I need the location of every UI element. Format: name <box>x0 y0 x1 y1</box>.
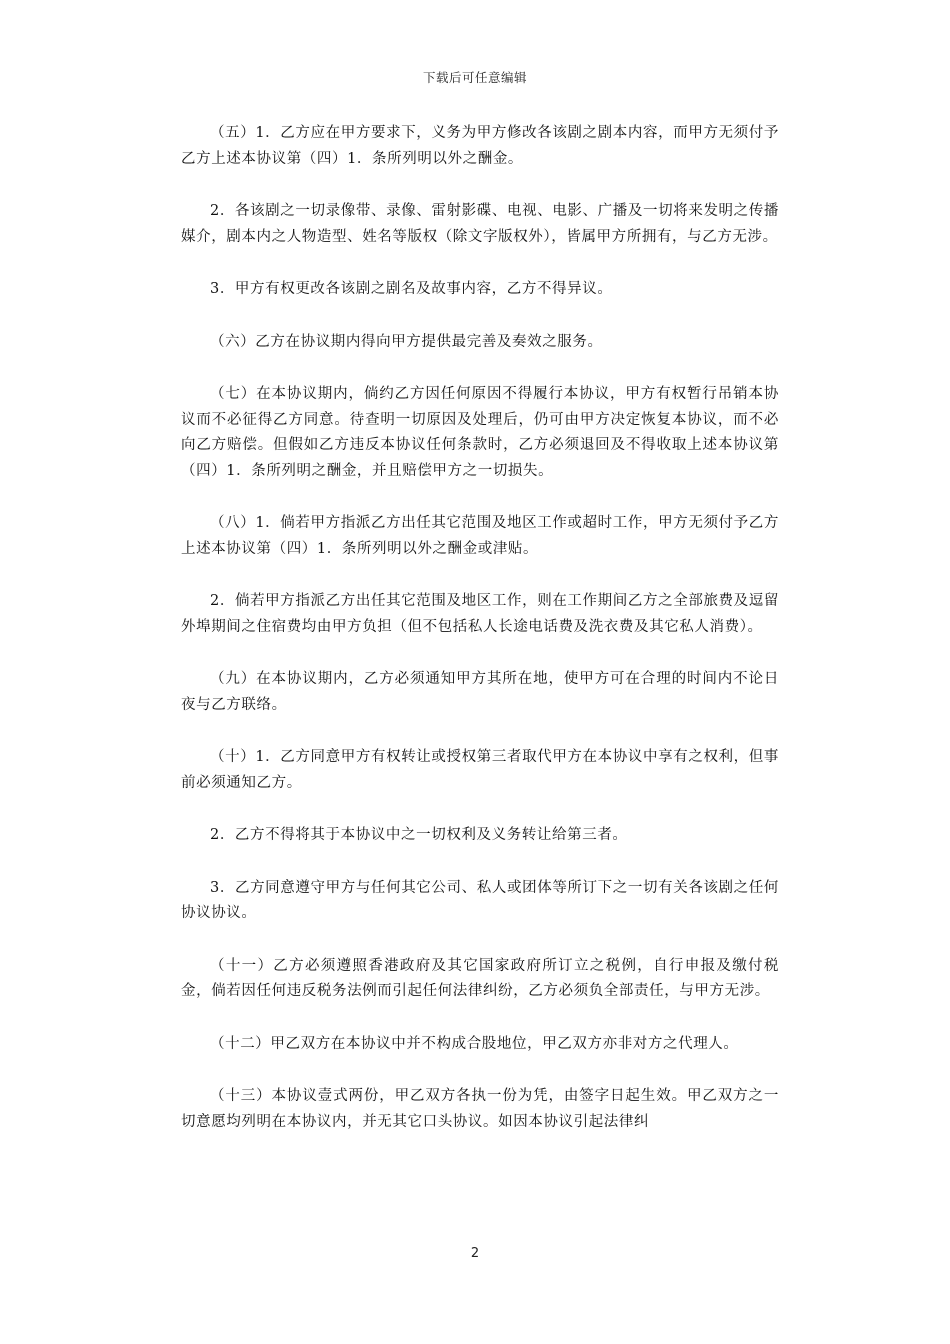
document-body <box>181 121 779 1162</box>
page-header: 下载后可任意编辑 <box>422 70 527 85</box>
clause-paragraph: （十一）乙方必须遵照香港政府及其它国家政府所订立之税例，自行申报及缴付税金，倘若因任何违反税务法例而引起任何法律纠纷，乙方必须负全部责任，与甲方无涉。 <box>181 957 779 999</box>
clause-paragraph: 3．乙方同意遵守甲方与任何其它公司、私人或团体等所订下之一切有关各该剧之任何协议协议。 <box>181 879 779 921</box>
clause-paragraph: 2．乙方不得将其于本协议中之一切权利及义务转让给第三者。 <box>210 827 628 843</box>
clause-paragraph: （七）在本协议期内，倘约乙方因任何原因不得履行本协议，甲方有权暂行吊销本协议而不必征得乙方同意。待查明一切原因及处理后，仍可由甲方决定恢复本协议，而不必向乙方赔偿。但假如乙方违反本协议任何条款时，乙方必须退回及不得收取上述本协议第（四）1．条所列明之酬金，并且赔偿甲方之一切损失。 <box>181 386 779 479</box>
clause-paragraph: 2．倘若甲方指派乙方出任其它范围及地区工作，则在工作期间乙方之全部旅费及逗留外埠期间之住宿费均由甲方负担（但不包括私人长途电话费及洗衣费及其它私人消费）。 <box>181 593 779 635</box>
clause-paragraph: （十二）甲乙双方在本协议中并不构成合股地位，甲乙双方亦非对方之代理人。 <box>210 1035 739 1052</box>
clause-paragraph: （八）1．倘若甲方指派乙方出任其它范围及地区工作或超时工作，甲方无须付予乙方上述本协议第（四）1．条所列明以外之酬金或津贴。 <box>181 515 779 557</box>
clause-paragraph: 2．各该剧之一切录像带、录像、雷射影碟、电视、电影、广播及一切将来发明之传播媒介，剧本内之人物造型、姓名等版权（除文字版权外），皆属甲方所拥有，与乙方无涉。 <box>181 203 779 245</box>
clause-paragraph: （九）在本协议期内，乙方必须通知甲方其所在地，使甲方可在合理的时间内不论日夜与乙方联络。 <box>181 671 779 713</box>
clause-paragraph: （六）乙方在协议期内得向甲方提供最完善及奏效之服务。 <box>210 333 603 350</box>
clause-paragraph: （十）1．乙方同意甲方有权转让或授权第三者取代甲方在本协议中享有之权利，但事前必须通知乙方。 <box>181 749 779 791</box>
clause-paragraph: （五）1．乙方应在甲方要求下，义务为甲方修改各该剧之剧本内容，而甲方无须付予乙方上述本协议第（四）1．条所列明以外之酬金。 <box>181 125 779 167</box>
clause-paragraph: 3．甲方有权更改各该剧之剧名及故事内容，乙方不得异议。 <box>210 281 613 297</box>
clause-paragraph: （十三）本协议壹式两份，甲乙双方各执一份为凭，由签字日起生效。甲乙双方之一切意愿均列明在本协议内，并无其它口头协议。如因本协议引起法律纠 <box>181 1088 779 1130</box>
page-number: 2 <box>470 1246 480 1261</box>
